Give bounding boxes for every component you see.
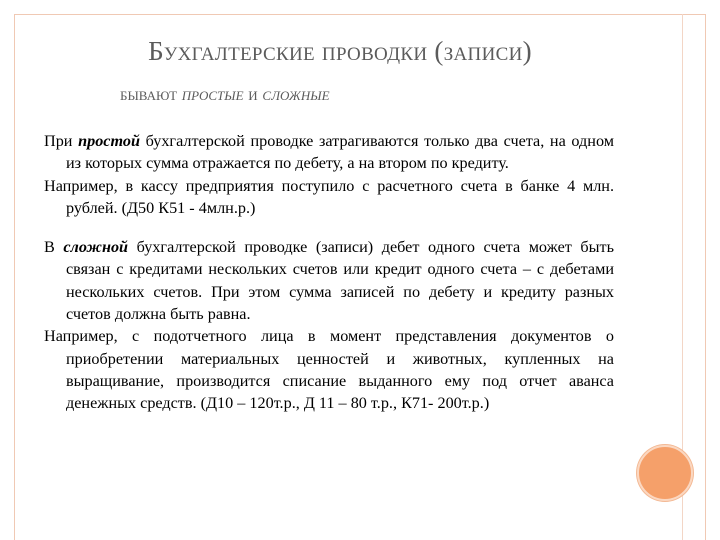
p3-before: В (44, 238, 64, 257)
paragraph-simple-example: Например, в кассу предприятия поступило с расчетного счета в банке 4 млн. рублей. (Д50 К51 - 4млн.р.) (44, 176, 614, 217)
subtitle-middle: и (243, 84, 263, 105)
p1-after: бухгалтерской проводке затрагиваются только два счета, на одном из которых сумма отражается по дебету, а на втором по кредиту. (66, 132, 614, 173)
decorative-circle (637, 445, 693, 501)
subtitle-simple: простые (181, 84, 244, 105)
paragraph-simple-entry (44, 130, 614, 175)
paragraph-gap (44, 219, 614, 236)
slide-subtitle (120, 84, 330, 106)
p1-before: При (44, 132, 79, 150)
slide-body (44, 130, 614, 415)
subtitle-prefix: бывают (120, 84, 182, 105)
p3-after: бухгалтерской проводке (записи) дебет одного счета может быть связан с кредитами нескольких счетов или кредит одного счета – с дебетами нескольких счетов. При этом сумма записей по дебету и кредиту разных счетов должна быть равна. (66, 238, 614, 324)
subtitle-complex: сложные (262, 84, 330, 105)
slide-title: Бухгалтерские проводки (записи) (148, 36, 532, 66)
p1-term: простой (78, 132, 140, 150)
paragraph-complex-example: Например, с подотчетного лица в момент представления документов о приобретении материальных ценностей и животных, купленных на выращивание, производится списание выданного ему под отчет аванса денежных средств. (Д10 – 120т.р., Д 11 – 80 т.р., К71- 200т.р.) (44, 327, 614, 413)
paragraph-complex-entry (44, 236, 614, 325)
p3-term: сложной (63, 238, 129, 257)
